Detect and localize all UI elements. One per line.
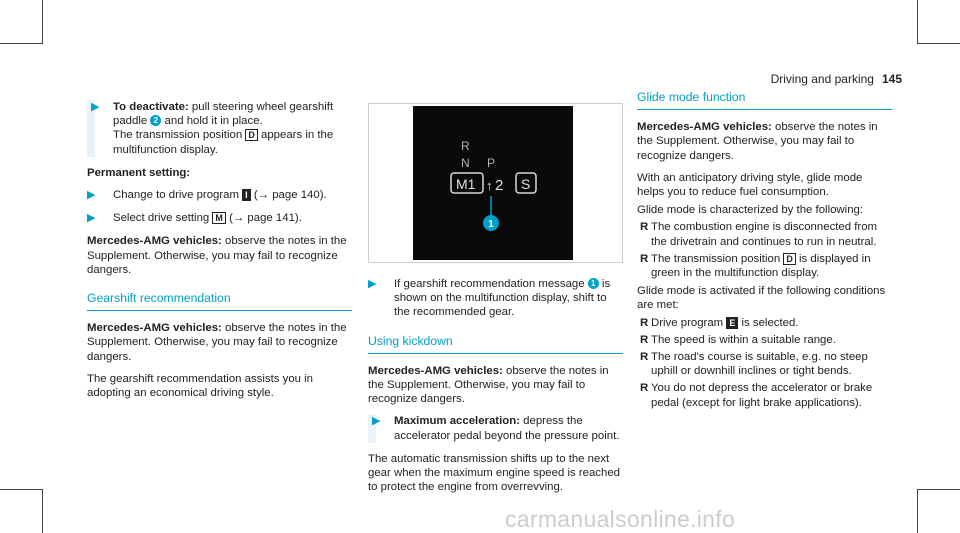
figure-frame bbox=[368, 103, 623, 263]
crop-mark bbox=[0, 489, 42, 490]
callout-marker: 1 bbox=[588, 278, 599, 289]
text: (→ page 140). bbox=[250, 189, 327, 202]
display-svg bbox=[413, 106, 573, 260]
crop-mark bbox=[42, 489, 43, 533]
label: Mercedes-AMG vehicles: bbox=[368, 364, 503, 377]
step-change-program bbox=[87, 188, 352, 202]
crop-mark bbox=[917, 489, 918, 533]
text: observe the notes in the Supplement. Otherwise, you may fail to recognize dangers. bbox=[87, 235, 347, 276]
glide-characteristics: Glide mode is characterized by the following: bbox=[637, 204, 864, 217]
section-heading-glide: Glide mode function bbox=[637, 90, 892, 110]
list-item bbox=[637, 381, 892, 409]
step-max-accel bbox=[368, 414, 623, 442]
crop-mark bbox=[42, 0, 43, 44]
bullet-icon: R bbox=[640, 221, 649, 234]
amg-note bbox=[87, 321, 352, 364]
text: If gearshift recommendation message bbox=[394, 278, 588, 290]
gear-d-icon: D bbox=[783, 253, 796, 265]
list-item bbox=[637, 252, 892, 280]
bullet-icon: R bbox=[640, 252, 649, 265]
step-shift-gear bbox=[368, 277, 623, 320]
step-select-setting bbox=[87, 211, 352, 225]
amg-note bbox=[637, 120, 892, 163]
step-arrow-icon: ▶ bbox=[91, 101, 100, 113]
section-title: Driving and parking bbox=[770, 72, 874, 86]
text: Select drive setting bbox=[113, 212, 213, 225]
text: The road's course is suitable, e.g. no steep uphill or downhill inclines or tight bends. bbox=[651, 351, 868, 378]
text: is displayed in green in the multifunction display. bbox=[651, 252, 871, 280]
crop-mark bbox=[0, 43, 42, 44]
gear-2-label: 2 bbox=[495, 177, 504, 194]
text: and hold it in place. bbox=[161, 115, 263, 128]
column-1 bbox=[87, 100, 352, 408]
label: Permanent setting: bbox=[87, 166, 191, 179]
label: Mercedes-AMG vehicles: bbox=[637, 121, 772, 134]
deactivate-label: To deactivate: bbox=[113, 101, 189, 113]
gear-m1-label: M1 bbox=[456, 176, 476, 192]
glide-intro: With an anticipatory driving style, glide mode helps you to reduce fuel consumption. bbox=[637, 171, 863, 199]
label: Maximum acceleration: bbox=[394, 415, 520, 428]
label: Mercedes-AMG vehicles: bbox=[87, 235, 222, 248]
text: The speed is within a suitable range. bbox=[651, 333, 836, 346]
bullet-icon: R bbox=[640, 316, 649, 329]
text: observe the notes in the Supplement. Otherwise, you may fail to recognize dangers. bbox=[87, 322, 347, 363]
text: is shown on the multifunction display, shift to the recommended gear. bbox=[394, 278, 611, 319]
drive-program-e-icon: E bbox=[726, 317, 738, 329]
watermark: carmanualsonline.info bbox=[505, 506, 736, 532]
text: Drive program bbox=[651, 316, 727, 329]
text: pull steering wheel gearshift paddle bbox=[113, 101, 334, 128]
text: depress the accelerator pedal beyond the pressure point. bbox=[394, 415, 620, 442]
kickdown-description: The automatic transmission shifts up to the next gear when the maximum engine speed is reached to protect the engine from overrevving. bbox=[368, 452, 621, 494]
list-item bbox=[637, 316, 892, 330]
step-deactivate bbox=[87, 100, 352, 157]
list-item bbox=[637, 333, 892, 347]
column-3 bbox=[637, 90, 892, 413]
page-number: 145 bbox=[881, 72, 902, 86]
step-arrow-icon: ▶ bbox=[87, 212, 96, 225]
glide-conditions: Glide mode is activated if the following conditions are met: bbox=[637, 285, 886, 312]
step-arrow-icon: ▶ bbox=[87, 189, 96, 202]
label: Mercedes-AMG vehicles: bbox=[87, 322, 222, 335]
text: The transmission position bbox=[651, 252, 784, 265]
list-item bbox=[637, 220, 892, 248]
bullet-icon: R bbox=[640, 382, 649, 395]
text: Change to drive program bbox=[113, 189, 243, 202]
bullet-icon: R bbox=[640, 351, 649, 364]
text: observe the notes in the Supplement. Otherwise, you may fail to recognize dangers. bbox=[637, 121, 878, 162]
text: You do not depress the accelerator or brake pedal (except for light brake applications). bbox=[651, 382, 873, 409]
step-arrow-icon: ▶ bbox=[368, 278, 377, 290]
amg-note bbox=[87, 234, 352, 277]
section-heading-gearshift: Gearshift recommendation bbox=[87, 291, 352, 311]
text: (→ page 141). bbox=[225, 212, 302, 225]
crop-mark bbox=[917, 43, 960, 44]
bullet-icon: R bbox=[640, 333, 649, 346]
amg-note bbox=[368, 364, 623, 407]
drive-program-i-icon: I bbox=[242, 189, 251, 201]
column-2 bbox=[368, 103, 623, 502]
gear-n-label: N bbox=[461, 156, 470, 170]
crop-mark bbox=[917, 489, 960, 490]
list-item bbox=[637, 350, 892, 378]
text: is selected. bbox=[738, 316, 799, 329]
gear-d-icon: D bbox=[245, 129, 258, 141]
step-arrow-icon: ▶ bbox=[372, 415, 381, 428]
mode-s-label: S bbox=[521, 176, 531, 192]
gear-p-label: P bbox=[487, 156, 496, 170]
callout-number: 1 bbox=[488, 219, 494, 230]
drive-setting-m-icon: M bbox=[212, 212, 226, 224]
text: observe the notes in the Supplement. Otherwise, you may fail to recognize dangers. bbox=[368, 364, 609, 406]
callout-marker: 2 bbox=[150, 115, 161, 126]
gear-r-label: R bbox=[461, 139, 470, 153]
upshift-arrow-icon: ↑ bbox=[486, 178, 493, 193]
crop-mark bbox=[917, 0, 918, 44]
text: The transmission position bbox=[113, 129, 246, 142]
page-header bbox=[771, 72, 902, 86]
text: appears in the multifunction display. bbox=[113, 129, 334, 156]
display-illustration bbox=[413, 106, 573, 260]
section-heading-kickdown: Using kickdown bbox=[368, 334, 623, 354]
permanent-setting-heading bbox=[87, 166, 352, 180]
gearshift-description: The gearshift recommendation assists you in adopting an economical driving style. bbox=[87, 372, 314, 400]
text: The combustion engine is disconnected from the drivetrain and continues to run in neutral. bbox=[651, 221, 878, 248]
